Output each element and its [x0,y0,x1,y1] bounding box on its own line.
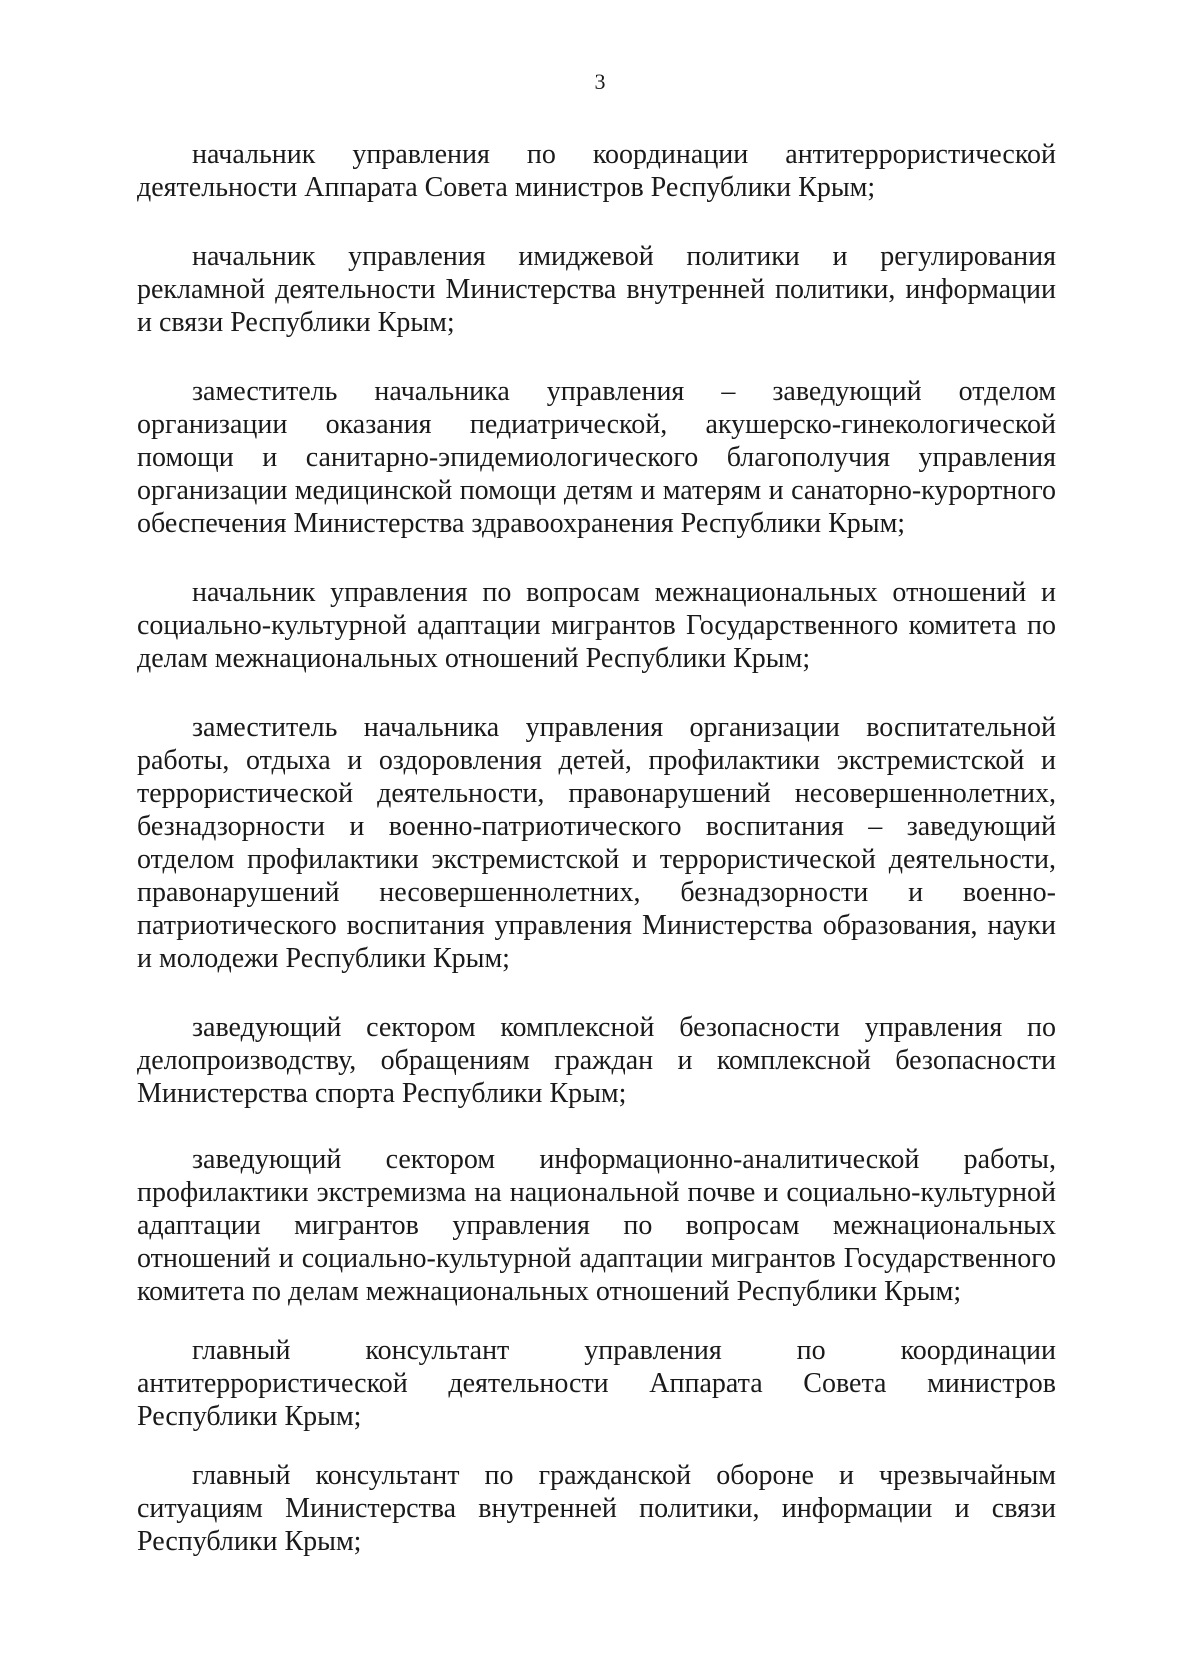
paragraph: заведующий сектором комплексной безопасности управления по делопроизводству, обращениям граждан и комплексной безопасности Министерства спорта Республики Крым; [137,1012,1056,1109]
paragraph: заведующий сектором информационно-аналитической работы, профилактики экстремизма на национальной почве и социально-культурной адаптации мигрантов управления по вопросам межнациональных отношений и социально-культурной адаптации мигрантов Государственного комитета по делам межнациональных отношений Республики Крым; [137,1144,1056,1307]
page-number: 3 [594,69,606,94]
paragraph: главный консультант управления по координации антитеррористической деятельности Аппарата Совета министров Республики Крым; [137,1335,1056,1432]
paragraph: начальник управления имиджевой политики и регулирования рекламной деятельности Министерства внутренней политики, информации и связи Республики Крым; [137,241,1056,338]
paragraph: заместитель начальника управления – заведующий отделом организации оказания педиатрической, акушерско-гинекологической помощи и санитарно-эпидемиологического благополучия управления организации медицинской помощи детям и матерям и санаторно-курортного обеспечения Министерства здравоохранения Республики Крым; [137,376,1056,539]
paragraph: главный консультант по гражданской обороне и чрезвычайным ситуациям Министерства внутренней политики, информации и связи Республики Крым; [137,1460,1056,1557]
paragraph: начальник управления по координации антитеррористической деятельности Аппарата Совета министров Республики Крым; [137,139,1056,203]
document-body [137,138,1056,1558]
paragraph: начальник управления по вопросам межнациональных отношений и социально-культурной адаптации мигрантов Государственного комитета по делам межнациональных отношений Республики Крым; [137,577,1056,674]
paragraph: заместитель начальника управления организации воспитательной работы, отдыха и оздоровления детей, профилактики экстремистской и террористической деятельности, правонарушений несовершеннолетних, безнадзорности и военно-патриотического воспитания – заведующий отделом профилактики экстремистской и террористической деятельности, правонарушений несовершеннолетних, безнадзорности и военно-патриотического воспитания управления Министерства образования, науки и молодежи Республики Крым; [137,712,1056,974]
